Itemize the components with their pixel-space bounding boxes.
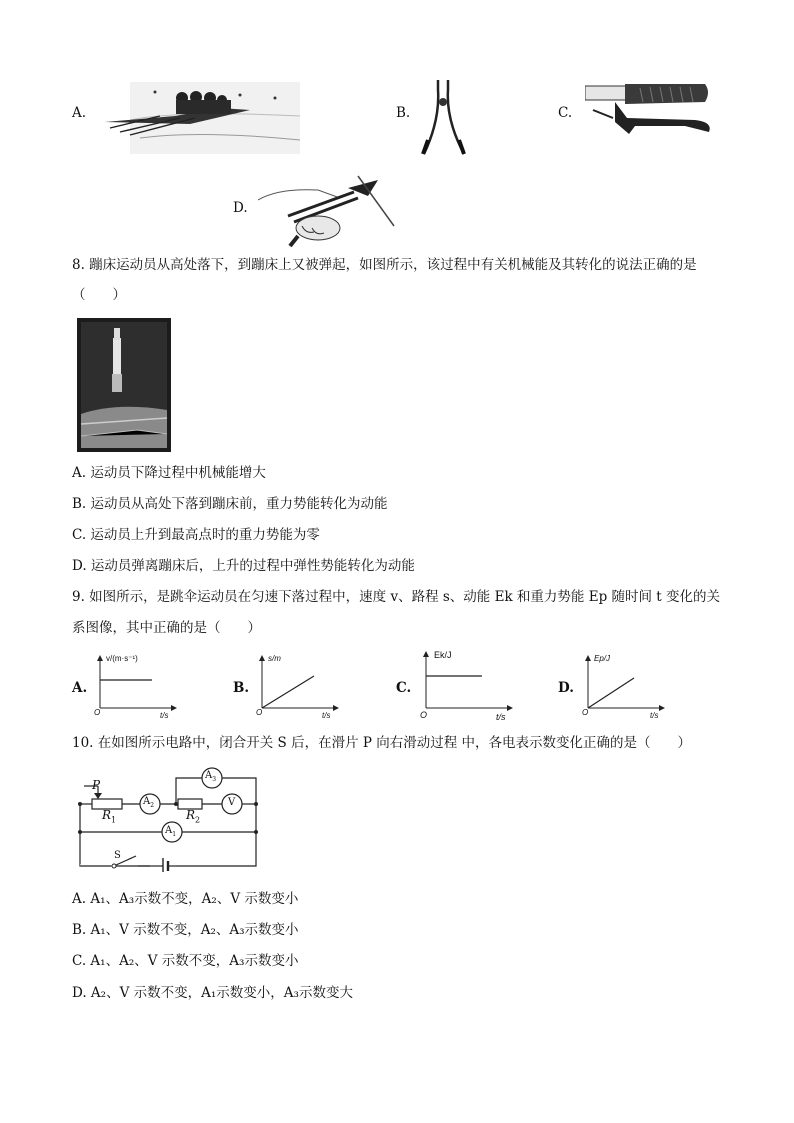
circuit-label-a2: $A_2$ <box>143 796 155 809</box>
circuit-label-a3: $A_3$ <box>205 770 217 783</box>
circuit-label-v: V <box>228 797 236 808</box>
q9-graph-c-xlabel: t/s <box>496 712 506 722</box>
brake-lever-photo-icon <box>585 82 715 140</box>
q9-graph-a-origin: O <box>94 708 101 717</box>
q9-graph-c-ylabel: Ek/J <box>434 650 452 660</box>
q7-option-b-letter: B. <box>396 105 411 121</box>
q8-option-a: A. 运动员下降过程中机械能增大 <box>72 465 266 481</box>
q9-graph-d-xlabel: t/s <box>650 711 659 720</box>
tweezers-photo-icon <box>418 80 470 158</box>
q9-graph-a-xlabel: t/s <box>160 711 169 720</box>
q8-option-c: C. 运动员上升到最高点时的重力势能为零 <box>72 527 320 543</box>
q9-graph-a-letter: A. <box>72 680 88 696</box>
q10-option-d: D. A₂、V 示数不变，A₁示数变小，A₃示数变大 <box>72 985 353 1001</box>
q9-graph-b-xlabel: t/s <box>322 711 331 720</box>
q10-stem: 10. 在如图所示电路中，闭合开关 S 后，在滑片 P 向右滑动过程 中，各电表示数变化正确的是（ ） <box>72 735 692 751</box>
q9-graph-d-letter: D. <box>558 680 574 696</box>
pliers-photo-icon <box>258 170 398 250</box>
q9-graph-b-ylabel: s/m <box>268 654 281 663</box>
circuit-label-s: S <box>114 850 121 861</box>
q8-stem-line2: （ ） <box>72 287 126 303</box>
q7-option-d-letter: D. <box>233 200 248 216</box>
q9-graph-c-origin: O <box>420 710 428 720</box>
q10-option-a: A. A₁、A₃示数不变，A₂、V 示数变小 <box>72 891 299 907</box>
q9-graph-a-ylabel: v/(m·s⁻¹) <box>106 654 138 663</box>
q10-option-b: B. A₁、V 示数不变，A₂、A₃示数变小 <box>72 922 299 938</box>
q8-option-b: B. 运动员从高处下落到蹦床前，重力势能转化为动能 <box>72 496 388 512</box>
circuit-label-r1: $R_1$ <box>102 808 117 825</box>
q9-stem-line1: 9. 如图所示，是跳伞运动员在匀速下落过程中，速度 v、路程 s、动能 Ek 和重力势能 Ep 随时间 t 变化的关 <box>72 589 721 605</box>
rowing-photo-icon <box>100 80 300 155</box>
q9-stem-line2: 系图像，其中正确的是（ ） <box>72 620 261 636</box>
circuit-label-p: P <box>92 778 101 792</box>
q7-option-a-letter: A. <box>72 105 87 121</box>
q9-graph-b-origin: O <box>256 708 263 717</box>
circuit-label-r2: $R_2$ <box>186 808 201 825</box>
q9-graph-d-ylabel: Ep/J <box>594 654 611 663</box>
q9-graph-c <box>418 646 518 722</box>
circuit-label-a1: $A_1$ <box>165 825 177 838</box>
q9-graph-b-letter: B. <box>233 680 250 696</box>
q10-option-c: C. A₁、A₂、V 示数不变，A₃示数变小 <box>72 953 299 969</box>
q9-graph-d-origin: O <box>582 708 589 717</box>
q9-graph-c-letter: C. <box>396 680 412 696</box>
q8-option-d: D. 运动员弹离蹦床后，上升的过程中弹性势能转化为动能 <box>72 558 415 574</box>
q7-option-c-letter: C. <box>558 105 573 121</box>
q8-stem-line1: 8. 蹦床运动员从高处落下，到蹦床上又被弹起，如图所示，该过程中有关机械能及其转化的说法正确的是 <box>72 257 697 273</box>
trampoline-photo-icon <box>77 318 171 452</box>
